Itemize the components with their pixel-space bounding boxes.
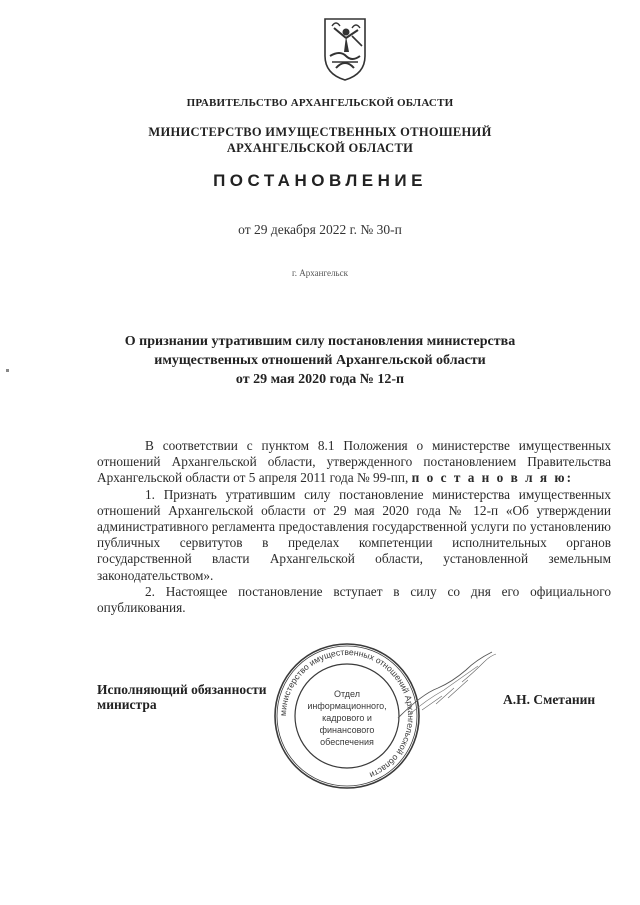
document-subject	[60, 332, 580, 389]
intro-text: В соответствии с пунктом 8.1 Положения о министерстве имущественных отношений Архангельской области, утвержденного постановлением Правительства Архангельской области от 5 апреля 2011 года № 99-пп,	[97, 438, 611, 486]
ministry-header	[0, 124, 640, 156]
item-2-paragraph: 2. Настоящее постановление вступает в силу со дня его официального опубликования.	[97, 583, 611, 616]
stamp-line-5: обеспечения	[320, 737, 374, 747]
document-date-number: от 29 декабря 2022 г. № 30-п	[238, 222, 402, 237]
stamp-line-1: Отдел	[333, 689, 361, 699]
ministry-line-1: МИНИСТЕРСТВО ИМУЩЕСТВЕННЫХ ОТНОШЕНИЙ	[148, 125, 492, 139]
intro-paragraph	[97, 438, 611, 487]
subject-line-1: О признании утратившим силу постановления министерства	[124, 334, 516, 349]
stamp-line-4: финансового	[319, 725, 375, 735]
stamp-line-2: информационного,	[307, 701, 387, 711]
document-title: ПОСТАНОВЛЕНИЕ	[213, 171, 427, 190]
item-1-paragraph: 1. Признать утратившим силу постановление министерства имущественных отношений Архангельской области от 29 мая 2020 года № 12-п «Об утверждении административного регламента предоставления государственной услуги по установлению публичных сервитутов в пределах компетенции исполнительных органов государственной власти Архангельской области, установленной земельным законодательством».	[97, 486, 611, 583]
subject-line-3: от 29 мая 2020 года № 12-п	[235, 372, 405, 387]
government-header: ПРАВИТЕЛЬСТВО АРХАНГЕЛЬСКОЙ ОБЛАСТИ	[186, 97, 454, 109]
ministry-line-2: АРХАНГЕЛЬСКОЙ ОБЛАСТИ	[226, 141, 414, 155]
handwritten-signature	[392, 648, 502, 724]
signer-position-line-1: Исполняющий обязанности	[97, 682, 267, 697]
signer-position-line-2: министра	[97, 697, 157, 712]
stamp-ring-text: министерство имущественных отношений Архангельской области	[277, 646, 417, 781]
decree-word: п о с т а н о в л я ю:	[411, 470, 574, 486]
coat-of-arms-icon	[322, 16, 368, 82]
document-city: г. Архангельск	[292, 268, 348, 278]
stamp-line-3: кадрового и	[322, 713, 372, 723]
subject-line-2: имущественных отношений Архангельской области	[154, 353, 486, 368]
scan-speck	[6, 369, 9, 372]
document-body	[97, 438, 611, 616]
signer-name: А.Н. Сметанин	[503, 692, 596, 707]
